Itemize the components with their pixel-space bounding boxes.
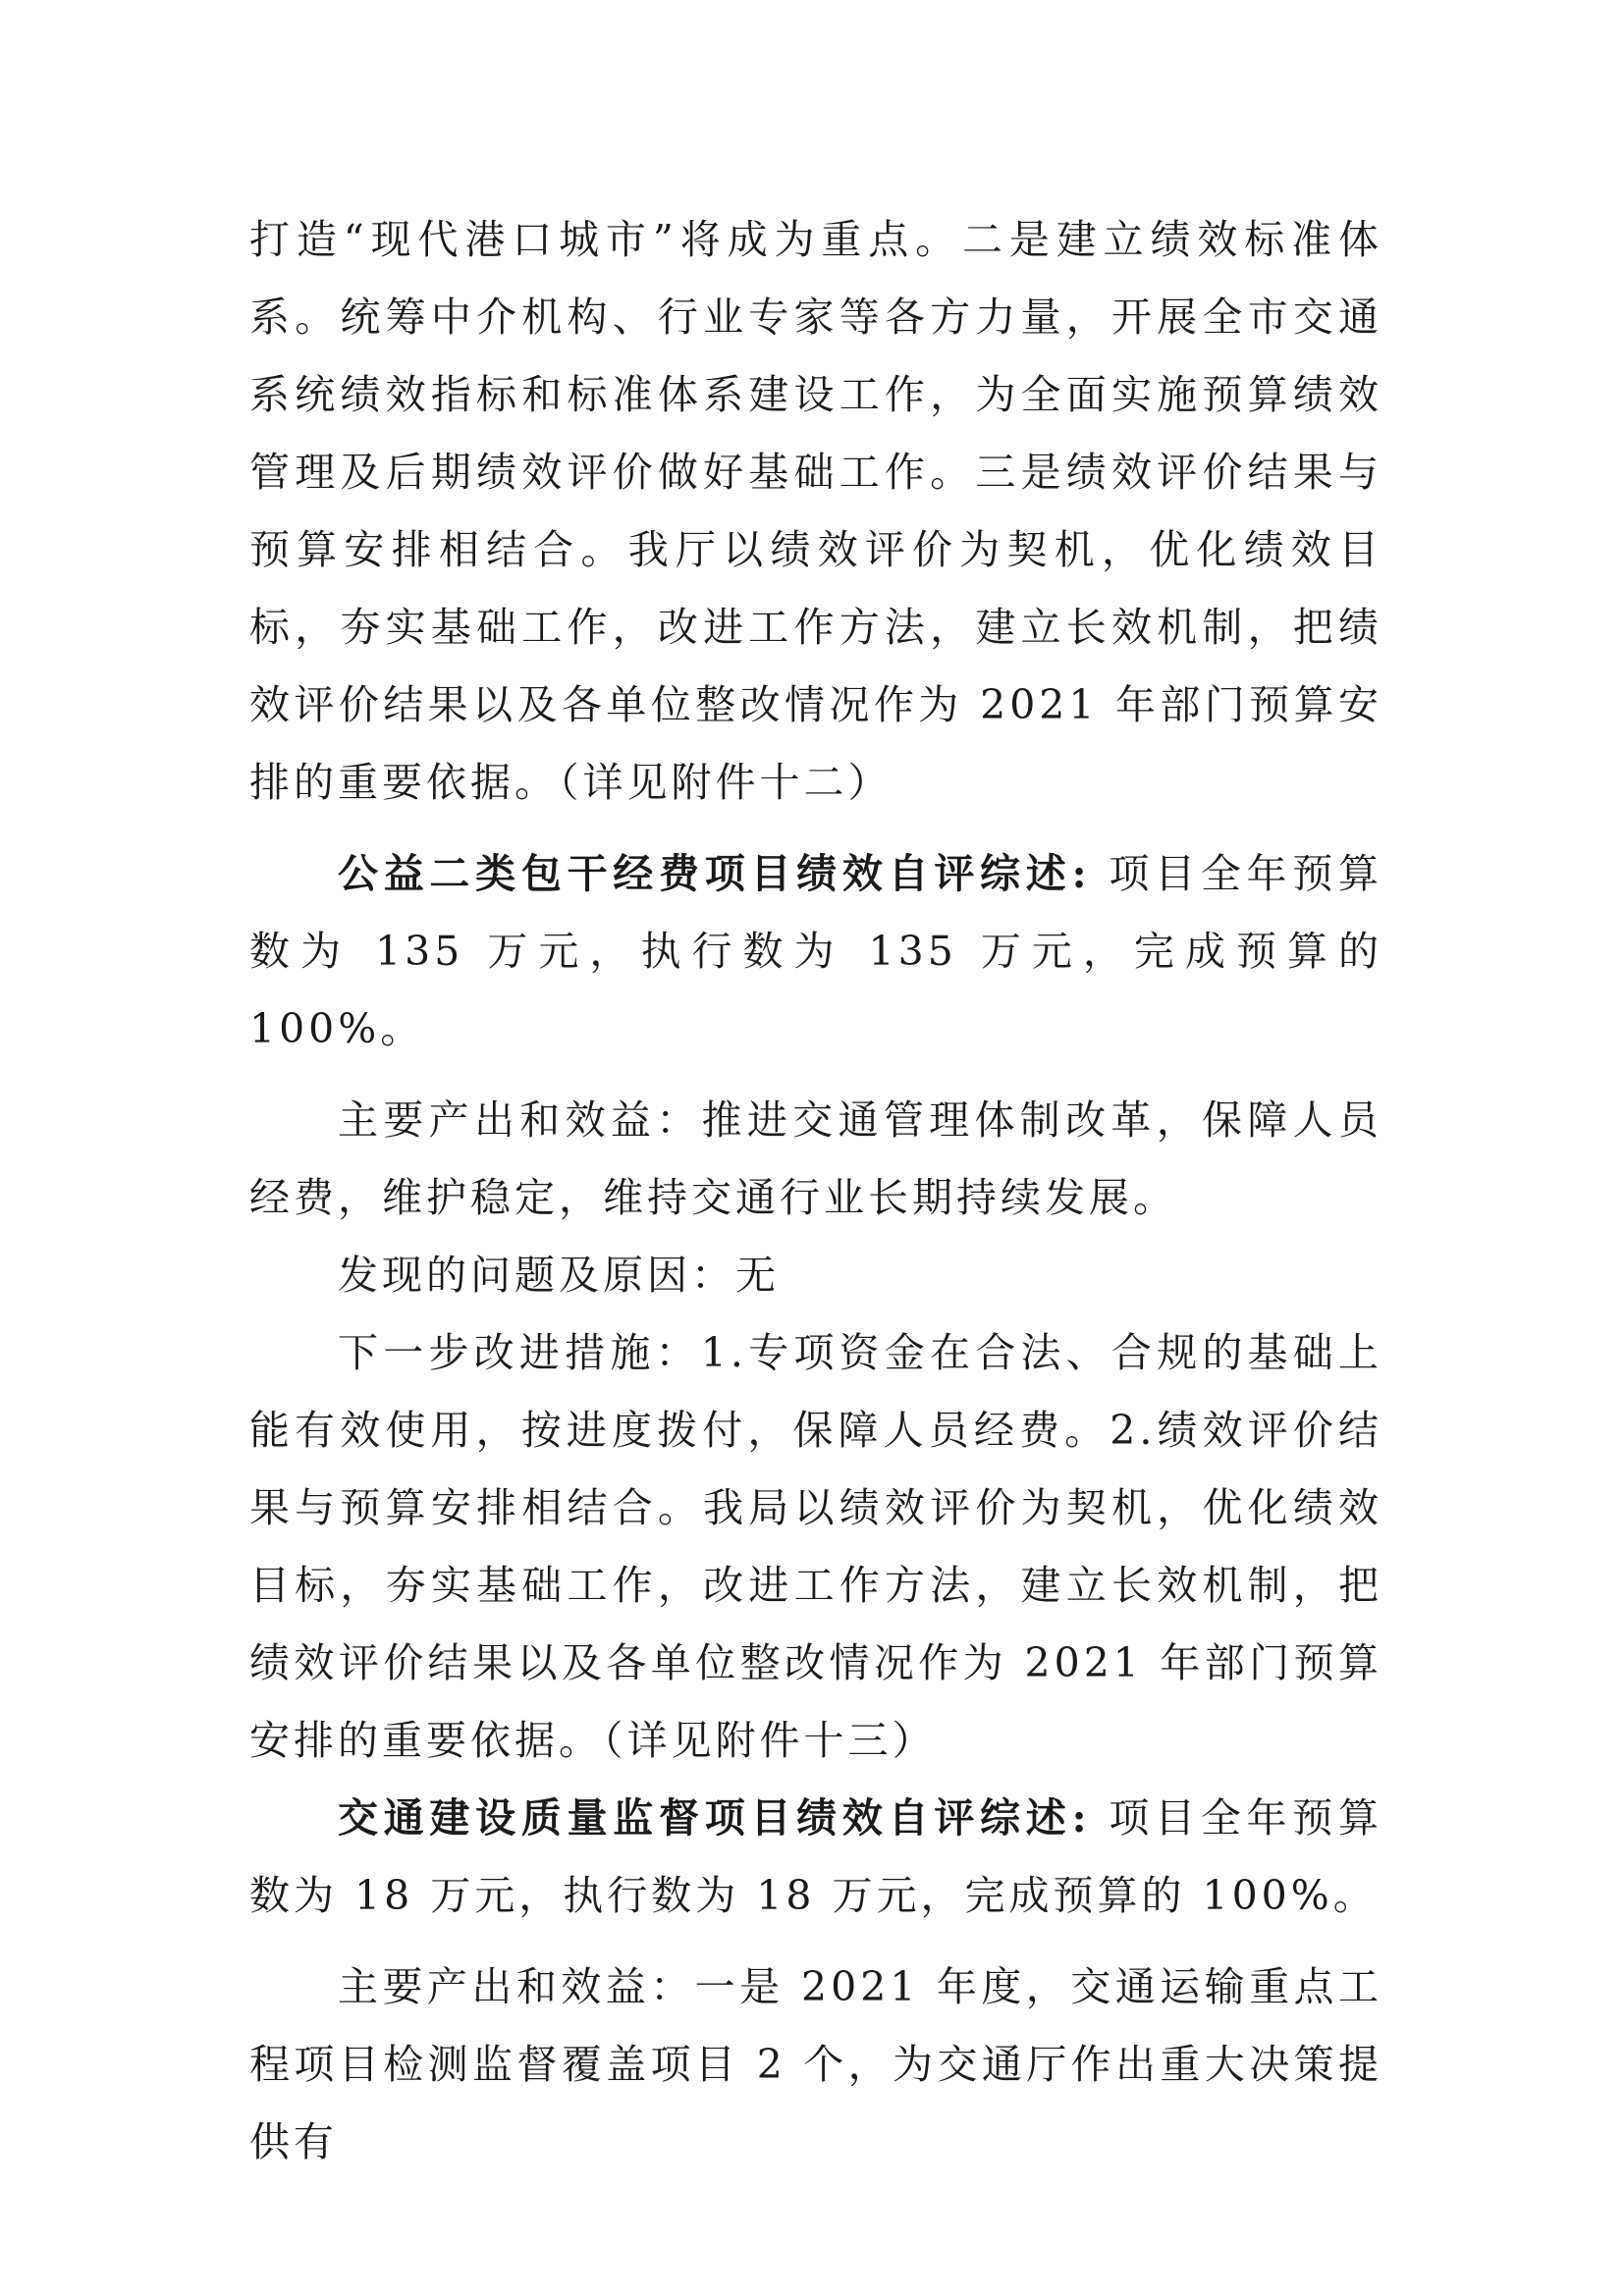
paragraph-heading: 交通建设质量监督项目绩效自评综述: <box>338 1794 1091 1842</box>
paragraph-text: 主要产出和效益：一是 2021 年度，交通运输重点工程项目检测监督覆盖项目 2 个，为交通厅作出重大决策提供有 <box>249 1963 1382 2165</box>
paragraph-text: 打造“现代港口城市”将成为重点。二是建立绩效标准体系。统筹中介机构、行业专家等各方力量，开展全市交通系统绩效指标和标准体系建设工作，为全面实施预算绩效管理及后期绩效评价做好基础工作。三是绩效评价结果与预算安排相结合。我厅以绩效评价为契机，优化绩效目标，夯实基础工作，改进工作方法，建立长效机制，把绩效评价结果以及各单位整改情况作为 2021 年部门预算安排的重要依据。（详见附件十二） <box>249 216 1382 806</box>
paragraph-public-welfare-summary <box>249 835 1382 1068</box>
paragraph-main-output <box>249 1082 1382 1237</box>
paragraph-text: 项目全年预算数为 18 万元，执行数为 18 万元，完成预算的 100%。 <box>249 1794 1382 1919</box>
paragraph-continuation <box>249 201 1382 822</box>
paragraph-heading: 公益二类包干经费项目绩效自评综述: <box>338 850 1091 897</box>
document-body <box>249 201 1382 2181</box>
paragraph-quality-supervision-summary <box>249 1780 1382 1935</box>
paragraph-text: 发现的问题及原因：无 <box>338 1252 780 1299</box>
paragraph-improvements <box>249 1314 1382 1780</box>
paragraph-text: 主要产出和效益：推进交通管理体制改革，保障人员经费，维护稳定，维持交通行业长期持续发展。 <box>249 1096 1382 1221</box>
paragraph-quality-main-output <box>249 1949 1382 2181</box>
paragraph-text: 项目全年预算数为 135 万元，执行数为 135 万元，完成预算的 100%。 <box>249 850 1382 1052</box>
paragraph-problems <box>249 1237 1382 1314</box>
paragraph-text: 下一步改进措施：1.专项资金在合法、合规的基础上能有效使用，按进度拨付，保障人员经费。2.绩效评价结果与预算安排相结合。我局以绩效评价为契机，优化绩效目标，夯实基础工作，改进工作方法，建立长效机制，把绩效评价结果以及各单位整改情况作为 2021 年部门预算安排的重要依据。（详见附件十三） <box>249 1329 1382 1764</box>
